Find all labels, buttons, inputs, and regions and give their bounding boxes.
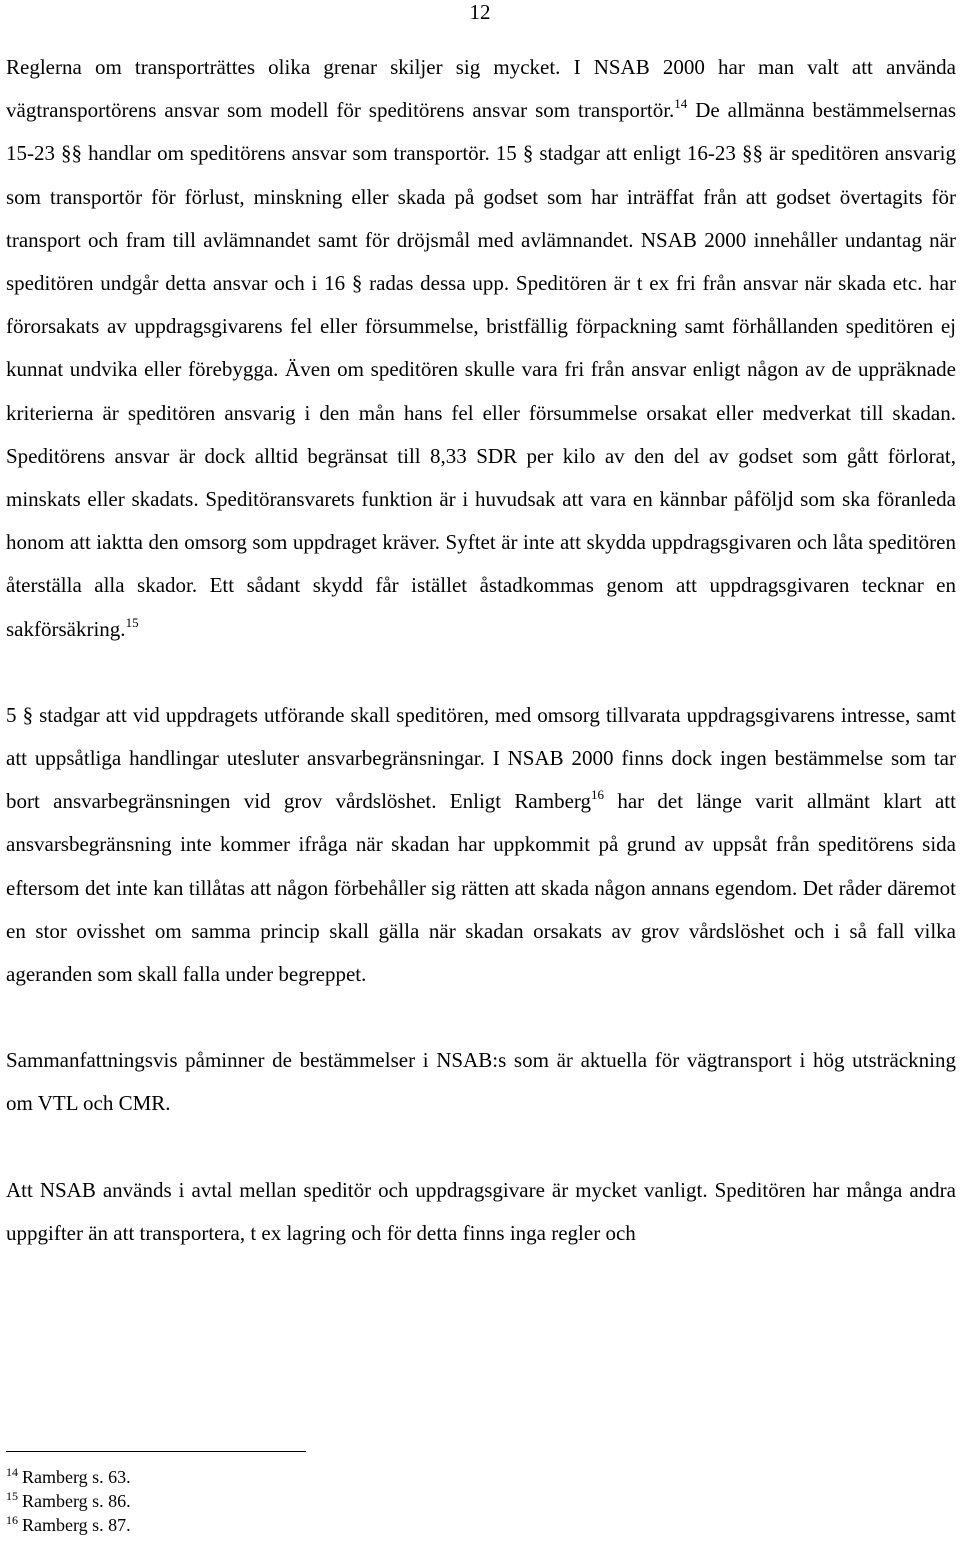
footnote-text: Ramberg s. 87. xyxy=(22,1515,131,1535)
paragraph-2-text-a: 5 § stadgar att vid uppdragets utförande skall speditören, med omsorg tillvarata uppdragsgivarens intresse, samt att uppsåtliga handlingar utesluter ansvarbegränsningar. I NSAB 2000 finns dock ingen bestämmelse som tar bort ansvarbegränsningen vid grov vårdslöshet. Enligt Ramberg xyxy=(6,702,956,814)
footnotes xyxy=(6,1465,606,1537)
paragraph-3-text: Sammanfattningsvis påminner de bestämmelser i NSAB:s som är aktuella för vägtransport i hög utsträckning om VTL och CMR. xyxy=(6,1048,956,1116)
paragraph-1-text-a: Reglerna om transporträttes olika grenar skiljer sig mycket. I NSAB 2000 har man valt att använda vägtransportörens ansvar som modell för speditörens ansvar som transportör. xyxy=(6,55,956,123)
paragraph-2 xyxy=(6,694,956,996)
footnote-number: 16 xyxy=(6,1513,18,1527)
paragraph-1-text-b: De allmänna bestämmelsernas 15-23 §§ handlar om speditörens ansvar som transportör. 15 § stadgar att enligt 16-23 §§ är speditören ansvarig som transportör för förlust, minskning eller skada på godset som har inträffat från att godset övertagits för transport och fram till avlämnandet samt för dröjsmål med avlämnandet. NSAB 2000 innehåller undantag när speditören undgår detta ansvar och i 16 § radas dessa upp. Speditören är t ex fri från ansvar när skada etc. har förorsakats av uppdragsgivarens fel eller försummelse, bristfällig förpackning samt förhållanden speditören ej kunnat undvika eller förebygga. Även om speditören skulle vara fri från ansvar enligt någon av de uppräknade kriterierna är speditören ansvarig i den mån hans fel eller försummelse orsakat eller medverkat till skadan. Speditörens ansvar är dock alltid begränsat till 8,33 SDR per kilo av den del av godset som gått förlorat, minskats eller skadats. Speditöransvarets funktion är i huvudsak att vara en kännbar påföljd som ska föranleda honom att iaktta den omsorg som uppdraget kräver. Syftet är inte att skydda uppdragsgivaren och låta speditören återställa alla skador. Ett sådant skydd får istället åstadkommas genom att uppdragsgivaren tecknar en sakförsäkring. xyxy=(6,98,956,641)
footnote-text: Ramberg s. 86. xyxy=(22,1491,131,1511)
body-text xyxy=(6,46,956,1255)
footnote-ref-14: 14 xyxy=(674,96,688,112)
paragraph-2-text-b: har det länge varit allmänt klart att ansvarsbegränsning inte kommer ifråga när skadan har uppkommit på grund av uppsåt från speditörens sida eftersom det inte kan tillåtas att någon förbehåller sig rätten att skada någon annans egendom. Det råder däremot en stor ovisshet om samma princip skall gälla när skadan orsakats av grov vårdslöshet och i så fall vilka ageranden som skall falla under begreppet. xyxy=(6,789,956,987)
footnote-15 xyxy=(6,1489,606,1513)
footnote-ref-15: 15 xyxy=(125,614,139,630)
paragraph-3 xyxy=(6,1039,956,1125)
footnote-16 xyxy=(6,1513,606,1537)
page-number: 12 xyxy=(469,0,491,24)
paragraph-1 xyxy=(6,46,956,651)
footnote-text: Ramberg s. 63. xyxy=(22,1467,131,1487)
footnote-separator xyxy=(6,1451,306,1452)
footnote-number: 14 xyxy=(6,1465,18,1479)
paragraph-4-text: Att NSAB används i avtal mellan speditör och uppdragsgivare är mycket vanligt. Speditören har många andra uppgifter än att transportera, t ex lagring och för detta finns inga regler och xyxy=(6,1177,956,1245)
paragraph-4 xyxy=(6,1169,956,1255)
footnote-ref-16: 16 xyxy=(591,787,605,803)
footnote-number: 15 xyxy=(6,1489,18,1503)
footnote-14 xyxy=(6,1465,606,1489)
